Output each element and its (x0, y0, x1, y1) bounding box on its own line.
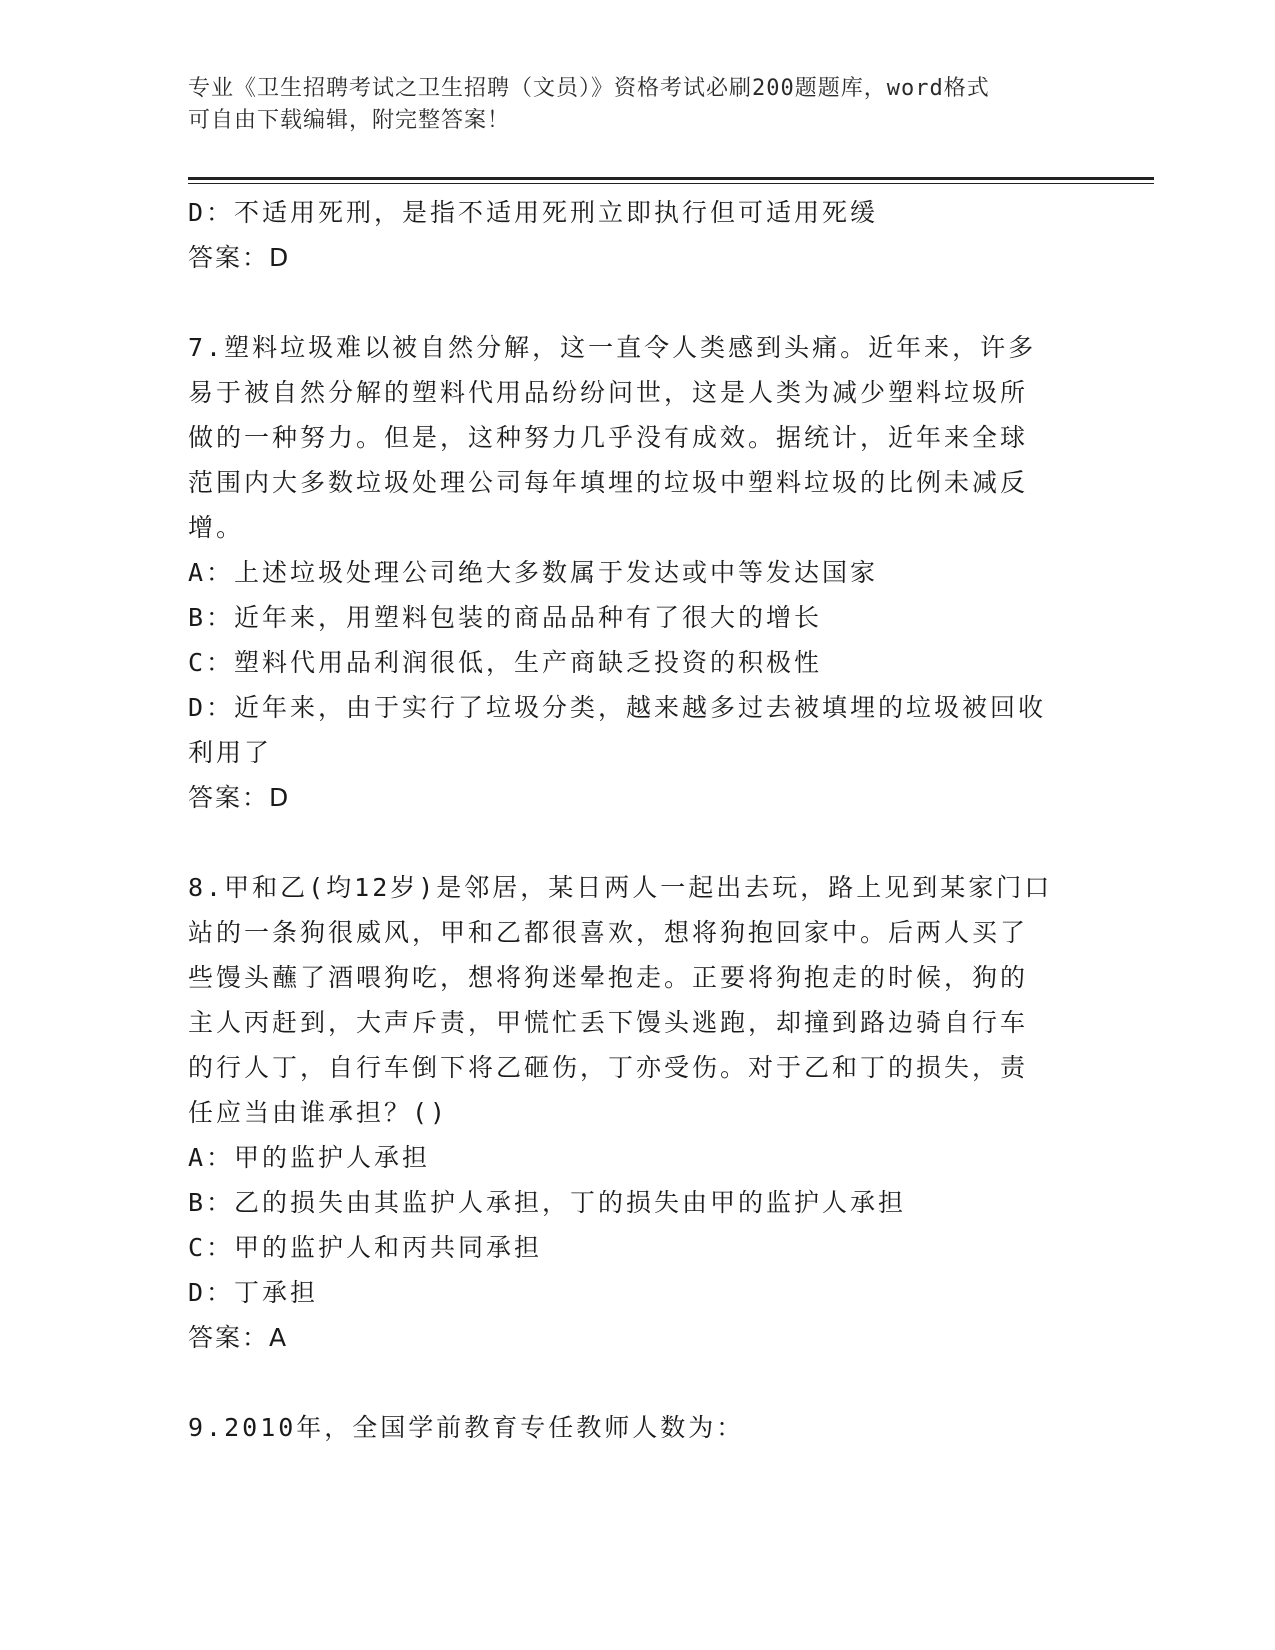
header-line-1: 专业《卫生招聘考试之卫生招聘（文员）》资格考试必刷200题题库，word格式 (188, 76, 990, 101)
q7-stem-line: 增。 (188, 513, 245, 542)
q8-stem-line: 些馒头蘸了酒喂狗吃，想将狗迷晕抱走。正要将狗抱走的时候，狗的 (188, 963, 1029, 992)
q7-stem-line: 做的一种努力。但是，这种努力几乎没有成效。据统计，近年来全球 (188, 423, 1029, 452)
q7-stem-line: 易于被自然分解的塑料代用品纷纷问世，这是人类为减少塑料垃圾所 (188, 378, 1029, 407)
q8-stem-line: 的行人丁，自行车倒下将乙砸伤，丁亦受伤。对于乙和丁的损失，责 (188, 1053, 1029, 1082)
q7-option-a: A：上述垃圾处理公司绝大多数属于发达或中等发达国家 (188, 558, 879, 587)
q7-stem-line: 7.塑料垃圾难以被自然分解，这一直令人类感到头痛。近年来，许多 (188, 333, 1037, 362)
q9-stem: 9.2010年，全国学前教育专任教师人数为： (188, 1413, 745, 1442)
q8-option-c: C：甲的监护人和丙共同承担 (188, 1233, 543, 1262)
q8-option-a: A：甲的监护人承担 (188, 1143, 431, 1172)
q7-stem-line: 范围内大多数垃圾处理公司每年填埋的垃圾中塑料垃圾的比例未减反 (188, 468, 1029, 497)
question-7 (188, 325, 1088, 820)
q8-stem-line: 8.甲和乙(均12岁)是邻居，某日两人一起出去玩，路上见到某家门口 (188, 873, 1053, 902)
spacer (188, 1360, 1088, 1405)
q8-stem-line: 站的一条狗很威风，甲和乙都很喜欢，想将狗抱回家中。后两人买了 (188, 918, 1029, 947)
q7-option-d: D：近年来，由于实行了垃圾分类，越来越多过去被填埋的垃圾被回收 (188, 693, 1047, 722)
header-line-2: 可自由下载编辑，附完整答案！ (188, 108, 511, 133)
q8-stem-line: 主人丙赶到，大声斥责，甲慌忙丢下馒头逃跑，却撞到路边骑自行车 (188, 1008, 1029, 1037)
document-body (188, 190, 1088, 1450)
q6-answer: 答案：D (188, 243, 291, 272)
q8-answer: 答案：A (188, 1323, 289, 1352)
header-rule-thin (188, 183, 1154, 184)
question-9 (188, 1405, 1088, 1450)
q7-option-b: B：近年来，用塑料包装的商品品种有了很大的增长 (188, 603, 823, 632)
q8-option-d: D：丁承担 (188, 1278, 319, 1307)
q6-option-d: D：不适用死刑，是指不适用死刑立即执行但可适用死缓 (188, 198, 879, 227)
question-8 (188, 865, 1088, 1360)
question-6-tail (188, 190, 1088, 280)
spacer (188, 820, 1088, 865)
q8-option-b: B：乙的损失由其监护人承担，丁的损失由甲的监护人承担 (188, 1188, 907, 1217)
spacer (188, 280, 1088, 325)
q7-option-d-cont: 利用了 (188, 738, 273, 767)
q7-option-c: C：塑料代用品利润很低，生产商缺乏投资的积极性 (188, 648, 823, 677)
q8-stem-line: 任应当由谁承担？() (188, 1098, 449, 1127)
header-rule-thick (188, 177, 1154, 180)
document-header (188, 73, 1088, 137)
q7-answer: 答案：D (188, 783, 291, 812)
